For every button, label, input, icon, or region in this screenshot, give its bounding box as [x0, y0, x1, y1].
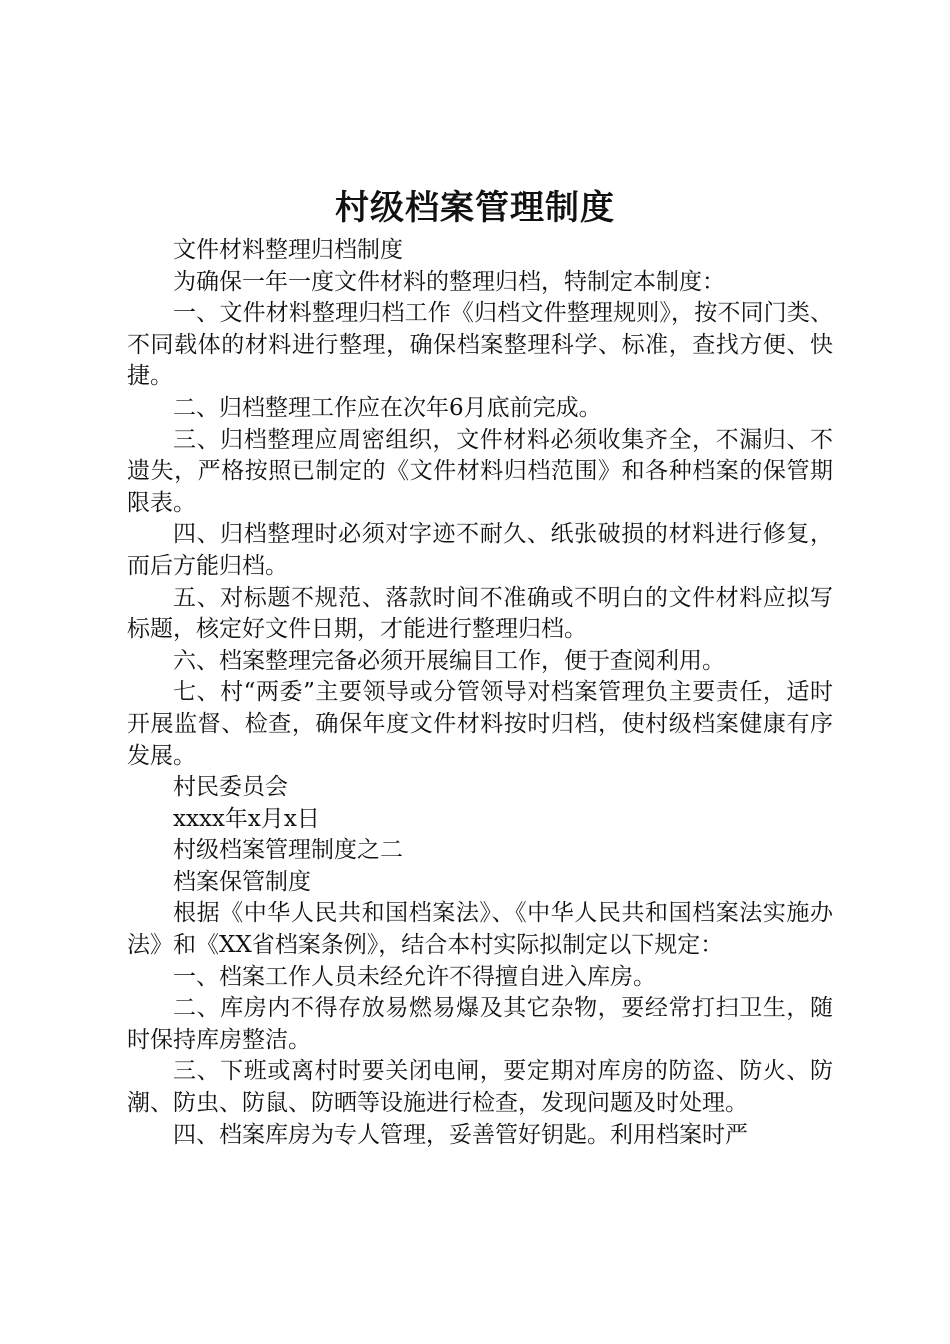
signature-date: xxxx年x月x日	[173, 805, 320, 832]
signature-committee: 村民委员会	[173, 774, 288, 801]
rule-7-paragraph: 七、村“两委”主要领导或分管领导对档案管理负主要责任，适时开展监督、检查，确保年度文件材料按时归档，使村级档案健康有序发展。	[127, 679, 833, 769]
document-title: 村级档案管理制度	[335, 188, 615, 228]
storage-rule-3-paragraph: 三、下班或离村时要关闭电闸，要定期对库房的防盗、防火、防潮、防虫、防鼠、防晒等设施进行检查，发现问题及时处理。	[127, 1058, 833, 1117]
rule-5-paragraph: 五、对标题不规范、落款时间不准确或不明白的文件材料应拟写标题，核定好文件日期，才能进行整理归档。	[127, 584, 833, 643]
section-heading-filing: 文件材料整理归档制度	[173, 237, 403, 263]
rule-2-paragraph: 二、归档整理工作应在次年6月底前完成。	[173, 394, 602, 421]
intro-paragraph: 为确保一年一度文件材料的整理归档，特制定本制度：	[173, 268, 725, 295]
section-heading-storage: 档案保管制度	[173, 868, 311, 895]
section-title-part-two: 村级档案管理制度之二	[173, 837, 403, 864]
storage-rule-1-paragraph: 一、档案工作人员未经允许不得擅自进入库房。	[173, 963, 656, 990]
storage-rule-4-paragraph: 四、档案库房为专人管理，妥善管好钥匙。利用档案时严	[173, 1121, 748, 1148]
rule-3-paragraph: 三、归档整理应周密组织，文件材料必须收集齐全，不漏归、不遗失，严格按照已制定的《文件材料归档范围》和各种档案的保管期限表。	[127, 426, 833, 516]
rule-1-paragraph: 一、文件材料整理归档工作《归档文件整理规则》，按不同门类、不同载体的材料进行整理，确保档案整理科学、标准，查找方便、快捷。	[127, 300, 833, 390]
storage-rule-2-paragraph: 二、库房内不得存放易燃易爆及其它杂物，要经常打扫卫生，随时保持库房整洁。	[127, 995, 833, 1053]
rule-6-paragraph: 六、档案整理完备必须开展编目工作，便于查阅利用。	[173, 647, 725, 674]
rule-4-paragraph: 四、归档整理时必须对字迹不耐久、纸张破损的材料进行修复，而后方能归档。	[127, 521, 833, 579]
document-body	[127, 235, 833, 1151]
legal-basis-paragraph: 根据《中华人民共和国档案法》、《中华人民共和国档案法实施办法》和《XX省档案条例》，结合本村实际拟制定以下规定：	[127, 900, 833, 959]
